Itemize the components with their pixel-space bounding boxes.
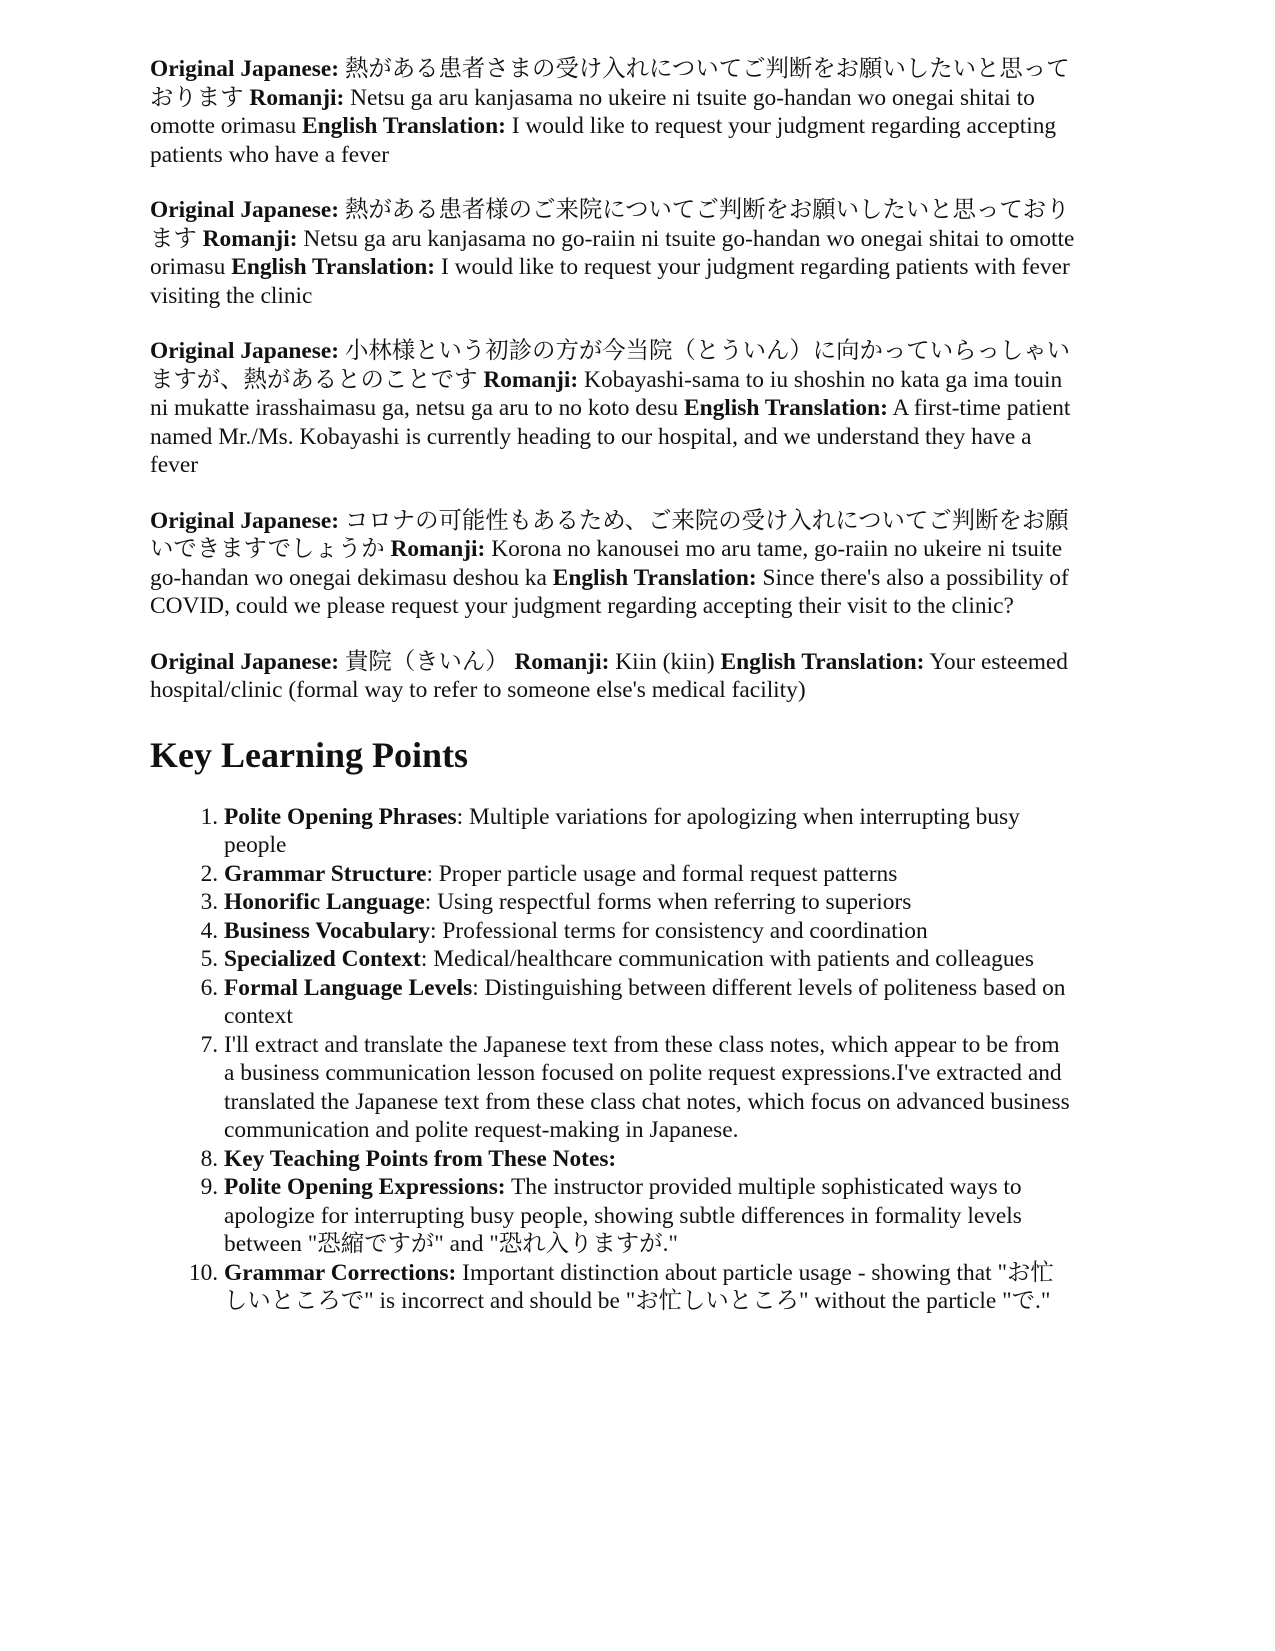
point-text: Important distinction about particle usage - showing that "お忙しいところで" is incorrect and should be "お忙しいところ" without the particle "で." <box>224 1259 1054 1314</box>
romanji-label: Romanji: <box>390 536 486 562</box>
point-title: Honorific Language <box>224 889 425 915</box>
point-text: : Multiple variations for apologizing when interrupting busy people <box>224 803 1020 858</box>
english-label: English Translation: <box>231 254 436 280</box>
romanji-text: Netsu ga aru kanjasama no ukeire ni tsuite go-handan wo onegai shitai to omotte orimasu <box>150 84 1035 139</box>
point-text: : Medical/healthcare communication with patients and colleagues <box>420 946 1034 972</box>
point-text: The instructor provided multiple sophisticated ways to apologize for interrupting busy people, showing subtle differences in formality levels between "恐縮ですが" and "恐れ入りますが." <box>224 1174 1022 1257</box>
list-item <box>224 1173 1075 1259</box>
english-label: English Translation: <box>684 395 888 421</box>
list-item <box>224 1031 1075 1145</box>
point-title: Polite Opening Phrases <box>224 803 457 830</box>
romanji-label: Romanji: <box>249 84 345 111</box>
japanese-label: Original Japanese: <box>150 648 340 675</box>
list-item <box>224 860 1075 889</box>
point-text: : Using respectful forms when referring to superiors <box>424 889 912 915</box>
japanese-text: 熱がある患者さまの受け入れについてご判断をお願いしたいと思っております <box>150 56 1070 111</box>
list-item <box>224 1259 1075 1316</box>
point-title: Formal Language Levels <box>224 974 473 1001</box>
list-item <box>224 974 1075 1031</box>
japanese-label: Original Japanese: <box>150 197 340 223</box>
entry-5 <box>150 648 1075 705</box>
point-title: Polite Opening Expressions: <box>224 1174 506 1200</box>
point-title: Specialized Context <box>224 946 421 972</box>
entry-4 <box>150 507 1075 621</box>
entry-2 <box>150 196 1075 310</box>
point-title: Key Teaching Points from These Notes: <box>224 1145 617 1172</box>
japanese-label: Original Japanese: <box>150 338 340 364</box>
list-item <box>224 917 1075 946</box>
english-text: I would like to request your judgment regarding accepting patients who have a fever <box>150 113 1057 168</box>
romanji-text: Kobayashi-sama to iu shoshin no kata ga ima touin ni mukatte irasshaimasu ga, netsu ga aru to no koto desu <box>150 366 1063 421</box>
list-item <box>224 1145 1075 1174</box>
romanji-text: Korona no kanousei mo aru tame, go-raiin no ukeire ni tsuite go-handan wo onegai dekimasu deshou ka <box>150 536 1063 591</box>
japanese-text: 熱がある患者様のご来院についてご判断をお願いしたいと思っております <box>150 197 1070 252</box>
point-title: Business Vocabulary <box>224 917 431 944</box>
romanji-text: Netsu ga aru kanjasama no go-raiin ni tsuite go-handan wo onegai shitai to omotte orimasu <box>150 225 1075 280</box>
point-text: : Distinguishing between different levels of politeness based on context <box>224 974 1066 1029</box>
romanji-label: Romanji: <box>514 648 610 675</box>
english-text: I would like to request your judgment regarding patients with fever visiting the clinic <box>150 254 1070 309</box>
entry-3 <box>150 337 1075 480</box>
english-text: Your esteemed hospital/clinic (formal way to refer to someone else's medical facility) <box>150 648 1068 703</box>
section-title: Key Learning Points <box>150 734 469 775</box>
point-text: I'll extract and translate the Japanese text from these class notes, which appear to be from a business communication lesson focused on polite request expressions.I've extracted and translated the Japanese text from these class chat notes, which focus on advanced business communication and polite request-making in Japanese. <box>224 1031 1070 1143</box>
romanji-label: Romanji: <box>202 225 298 252</box>
english-label: English Translation: <box>552 564 757 591</box>
japanese-text: 貴院（きいん） <box>344 648 509 675</box>
point-text: : Professional terms for consistency and coordination <box>430 917 928 944</box>
list-item <box>224 945 1075 974</box>
english-text: A first-time patient named Mr./Ms. Kobayashi is currently heading to our hospital, and we understand they have a fever <box>150 395 1071 478</box>
entry-1 <box>150 55 1075 169</box>
list-item <box>224 888 1075 917</box>
english-text: Since there's also a possibility of COVID, could we please request your judgment regarding accepting their visit to the clinic? <box>150 564 1069 619</box>
english-label: English Translation: <box>720 648 925 675</box>
point-title: Grammar Structure <box>224 860 427 887</box>
point-text: : Proper particle usage and formal request patterns <box>426 860 898 887</box>
list-item <box>224 803 1075 860</box>
japanese-text: コロナの可能性もあるため、ご来院の受け入れについてご判断をお願いできますでしょうか <box>150 507 1069 562</box>
point-title: Grammar Corrections: <box>224 1259 457 1286</box>
romanji-text: Kiin (kiin) <box>615 648 715 675</box>
japanese-text: 小林様という初診の方が今当院（とういん）に向かっていらっしゃいますが、熱があるとのことです <box>150 338 1071 393</box>
japanese-label: Original Japanese: <box>150 507 340 534</box>
japanese-label: Original Japanese: <box>150 56 340 82</box>
romanji-label: Romanji: <box>483 366 579 393</box>
learning-points-list <box>150 803 1075 1316</box>
english-label: English Translation: <box>302 113 506 139</box>
